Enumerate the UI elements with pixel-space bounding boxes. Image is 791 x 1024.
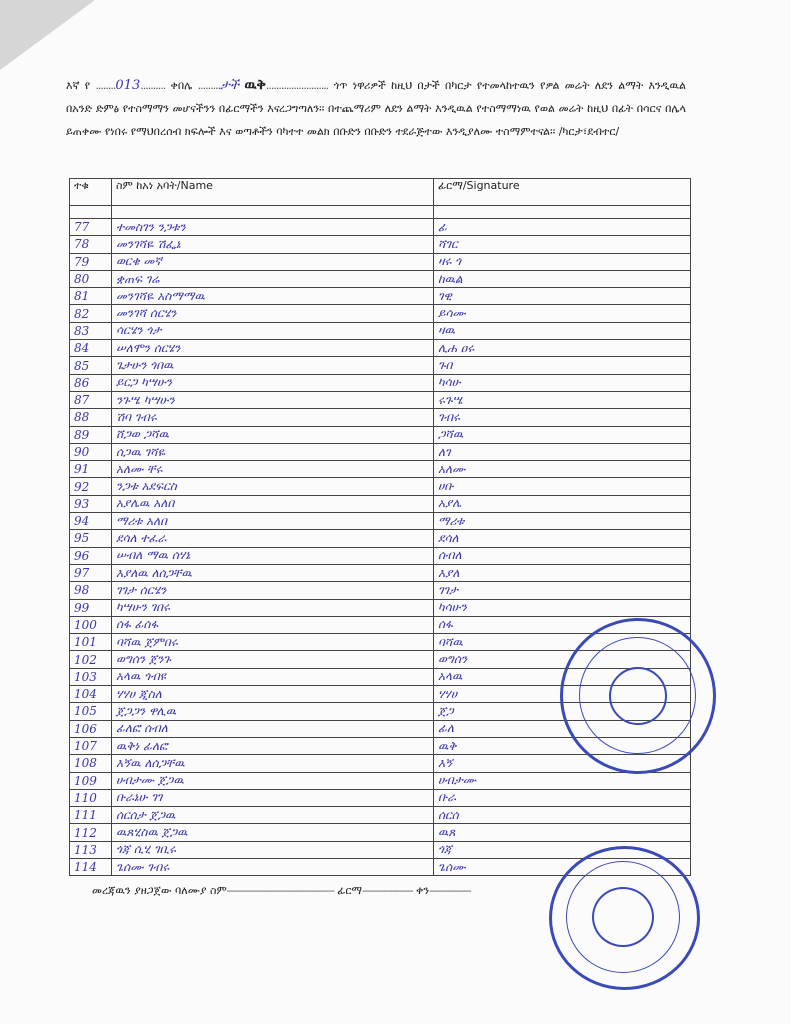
row-name: ንጋቱ አደፍርስ — [112, 478, 434, 495]
row-signature: አላዉ — [434, 668, 691, 685]
row-signature: ባሻዉ — [434, 634, 691, 651]
header-signature: ፊርማ/Signature — [434, 179, 691, 206]
row-signature: አለሙ — [434, 461, 691, 478]
table-row — [70, 513, 691, 530]
row-number: 94 — [70, 513, 112, 530]
footer-date-label: ቀን — [416, 884, 430, 897]
row-signature: ጀጋ — [434, 703, 691, 720]
row-signature: ሀብታሙ — [434, 772, 691, 789]
row-signature: ለገ — [434, 443, 691, 460]
row-signature: አያሌ — [434, 495, 691, 512]
row-signature: ሃሃሀ — [434, 686, 691, 703]
handwritten-place: ዉቅ — [244, 77, 266, 93]
table-row — [70, 426, 691, 443]
table-row — [70, 530, 691, 547]
row-number: 110 — [70, 789, 112, 806]
intro-kebele-label: ቀበሌ — [170, 79, 193, 92]
table-row — [70, 322, 691, 339]
row-number: 85 — [70, 357, 112, 374]
row-number: 78 — [70, 236, 112, 253]
row-signature: ፊ — [434, 219, 691, 236]
table-row — [70, 288, 691, 305]
row-name: እያለዉ ለሰጋቸዉ — [112, 564, 434, 581]
row-name: ተመስገን ንጋቱን — [112, 219, 434, 236]
row-signature: ደሳለ — [434, 530, 691, 547]
row-number: 101 — [70, 634, 112, 651]
row-signature: ዉጸ — [434, 824, 691, 841]
row-signature: ሊሐ ዐሩ — [434, 340, 691, 357]
row-name: መንገሻዬ ሽፌኔ — [112, 236, 434, 253]
row-signature: ዉቅ — [434, 737, 691, 754]
table-row — [70, 219, 691, 236]
row-number: 111 — [70, 807, 112, 824]
table-row — [70, 270, 691, 287]
row-signature: ሰርሰ — [434, 807, 691, 824]
table-row — [70, 340, 691, 357]
row-name: ሠብለ ማዉ ሰሃኔ — [112, 547, 434, 564]
row-number: 103 — [70, 668, 112, 685]
table-row — [70, 547, 691, 564]
row-name: ሳርሄን ጎታ — [112, 322, 434, 339]
table-row — [70, 582, 691, 599]
row-number: 107 — [70, 737, 112, 754]
row-signature: ከዉል — [434, 270, 691, 287]
row-name: ባሻዉ ጀምበሩ — [112, 634, 434, 651]
table-row — [70, 391, 691, 408]
row-number: 80 — [70, 270, 112, 287]
row-name: ሃሃሀ ጂስለ — [112, 686, 434, 703]
header-name: ስም ከአነ አባት/Name — [112, 179, 434, 206]
row-signature: ጌሰሙ — [434, 858, 691, 875]
table-row — [70, 807, 691, 824]
row-number: 86 — [70, 374, 112, 391]
row-number: 108 — [70, 755, 112, 772]
row-name: መንገሻ ሰርሄን — [112, 305, 434, 322]
row-number: 89 — [70, 426, 112, 443]
row-signature: ገገታ — [434, 582, 691, 599]
row-number: 91 — [70, 461, 112, 478]
table-row — [70, 495, 691, 512]
table-row — [70, 357, 691, 374]
row-number: 109 — [70, 772, 112, 789]
row-name: ጌታሁን ጎበዉ — [112, 357, 434, 374]
table-spacer-row — [70, 206, 691, 219]
row-name: ጎጃ ሲሂ ገቢሩ — [112, 841, 434, 858]
row-name: ጀጋጋን ዋሊዉ — [112, 703, 434, 720]
row-name: መንገሻዬ አስማማዉ — [112, 288, 434, 305]
row-name: ሰጋዉ ገሻዬ — [112, 443, 434, 460]
row-signature: ጋሻዉ — [434, 426, 691, 443]
handwritten-kebele: ታች — [220, 78, 240, 93]
row-name: ሰፋ ፊሰፋ — [112, 616, 434, 633]
row-name: ካሣሁን ገበሩ — [112, 599, 434, 616]
row-name: ሸጋወ ጋሻዉ — [112, 426, 434, 443]
intro-paragraph: እኛ የ ........013.......... ቀበሌ .........ታች ዉቅ......................... ጎጥ ነዋሪዎች ከዚህ በታች በካርታ የተመላከተዉን የዎል መሬት ለደን ልማት እንዲዉል በአንድ ድምፅ የተስማማን መሆናችንን በፊርማችን እናረጋግጣለን፡፡ በተጨማሪም ለደን ልማት እንዲዉል የተስማማነዉ የወል መሬት ከዚህ በፊት በሳርና በሌላ ይጠቀሙ የነበሩ የማህበረሰብ ክፍሎች እና ወጣቶችን ባካተተ መልክ በቡድን በቡድን ተደራጅተው እንዲያለሙ ተስማምተናል፡፡ /ካርታ፣ደብተር/ — [66, 77, 687, 138]
row-signature: ዛሩ ጎ — [434, 253, 691, 270]
official-stamp-lower — [549, 846, 700, 990]
row-name: ዉቅነ ፊለፎ — [112, 737, 434, 754]
row-name: እኝዉ ለሰጋቸዉ — [112, 755, 434, 772]
row-signature: ማሪቱ — [434, 513, 691, 530]
row-number: 112 — [70, 824, 112, 841]
row-name: ወግሰን ጀንጉ — [112, 651, 434, 668]
row-number: 104 — [70, 686, 112, 703]
table-row — [70, 305, 691, 322]
row-signature: ሰፋ — [434, 616, 691, 633]
table-row — [70, 824, 691, 841]
table-row — [70, 478, 691, 495]
row-name: አያሌዉ አለበ — [112, 495, 434, 512]
row-signature: ሰብለ — [434, 547, 691, 564]
row-name: ጌሰሙ ገብሩ — [112, 858, 434, 875]
row-signature: ወግሰን — [434, 651, 691, 668]
row-number: 97 — [70, 564, 112, 581]
table-row — [70, 564, 691, 581]
row-number: 105 — [70, 703, 112, 720]
row-signature: ዛዉ — [434, 322, 691, 339]
row-signature: ሀቡ — [434, 478, 691, 495]
row-name: ገገታ ሰርሄን — [112, 582, 434, 599]
row-name: ሽባ ገብሩ — [112, 409, 434, 426]
row-number: 84 — [70, 340, 112, 357]
table-row — [70, 772, 691, 789]
table-row — [70, 409, 691, 426]
row-signature: ገዊ — [434, 288, 691, 305]
row-number: 92 — [70, 478, 112, 495]
row-name: ወርቄ መኛ — [112, 253, 434, 270]
row-number: 106 — [70, 720, 112, 737]
row-signature: ፊለ — [434, 720, 691, 737]
row-name: ዉጸሂስዉ ጀጋዉ — [112, 824, 434, 841]
table-row — [70, 461, 691, 478]
row-signature: ካሳሁ — [434, 374, 691, 391]
row-number: 90 — [70, 443, 112, 460]
row-signature: ሻገር — [434, 236, 691, 253]
table-row — [70, 599, 691, 616]
table-row — [70, 443, 691, 460]
row-name: ሠለሞን ሰርሄን — [112, 340, 434, 357]
row-name: ሀብታሙ ጀጋዉ — [112, 772, 434, 789]
row-signature: ጉበ — [434, 357, 691, 374]
row-number: 113 — [70, 841, 112, 858]
row-name: ሰርሰታ ጀጋዉ — [112, 807, 434, 824]
row-number: 99 — [70, 599, 112, 616]
intro-lead: እኛ የ — [66, 79, 91, 92]
table-row — [70, 253, 691, 270]
row-name: ንጉሤ ካሣሁን — [112, 391, 434, 408]
row-signature: ጎጃ — [434, 841, 691, 858]
row-name: ማሪቱ አለበ — [112, 513, 434, 530]
footer-prepared-label: መረጃዉን ያዘጋጀው ባለሙያ ስም — [92, 884, 227, 897]
signature-table — [69, 178, 691, 876]
footer-signature-label: ፊርማ — [337, 884, 363, 897]
row-name: ፊለፎ ሰብለ — [112, 720, 434, 737]
row-signature: ይሳሙ — [434, 305, 691, 322]
row-name: አላዉ ጎብዩ — [112, 668, 434, 685]
table-header-row — [70, 179, 691, 206]
row-name: አለሙ ቸሩ — [112, 461, 434, 478]
row-number: 88 — [70, 409, 112, 426]
row-name: ደሳለ ተፈራ — [112, 530, 434, 547]
row-number: 83 — [70, 322, 112, 339]
row-number: 87 — [70, 391, 112, 408]
row-signature: ቡራ — [434, 789, 691, 806]
row-signature: ሩጉሤ — [434, 391, 691, 408]
row-name: ይርጋ ካሣሁን — [112, 374, 434, 391]
row-number: 95 — [70, 530, 112, 547]
row-number: 79 — [70, 253, 112, 270]
row-number: 102 — [70, 651, 112, 668]
row-number: 77 — [70, 219, 112, 236]
row-number: 114 — [70, 858, 112, 875]
footer-line: መረጃዉን ያዘጋጀው ባለሙያ ስም------------------------------------ ፊርማ----------------- ቀን-------------- — [92, 884, 471, 897]
folded-corner — [0, 0, 95, 70]
official-stamp-upper — [560, 618, 716, 774]
row-name: ቋጠፍ ገሬ — [112, 270, 434, 287]
row-name: ቡራኔሁ ገገ — [112, 789, 434, 806]
row-signature: እኝ — [434, 755, 691, 772]
row-number: 100 — [70, 616, 112, 633]
table-row — [70, 374, 691, 391]
table-row — [70, 789, 691, 806]
row-signature: እያለ — [434, 564, 691, 581]
row-number: 81 — [70, 288, 112, 305]
intro-body: ጎጥ ነዋሪዎች ከዚህ በታች በካርታ የተመላከተዉን የዎል መሬት ለደን ልማት እንዲዉል በአንድ ድምፅ የተስማማን መሆናችንን በፊርማችን እናረጋግጣለን፡፡ በተጨማሪም ለደን ልማት እንዲዉል የተስማማነዉ የወል መሬት ከዚህ በፊት በሳርና በሌላ ይጠቀሙ የነበሩ የማህበረሰብ ክፍሎች እና ወጣቶችን ባካተተ መልክ በቡድን በቡድን ተደራጅተው እንዲያለሙ ተስማምተናል፡፡ /ካርታ፣ደብተር/ — [66, 79, 687, 138]
row-number: 96 — [70, 547, 112, 564]
table-row — [70, 236, 691, 253]
row-signature: ካሳሁን — [434, 599, 691, 616]
handwritten-number: 013 — [115, 78, 141, 93]
header-no: ተቁ — [70, 179, 112, 206]
row-number: 82 — [70, 305, 112, 322]
row-number: 98 — [70, 582, 112, 599]
row-signature: ገብሩ — [434, 409, 691, 426]
row-number: 93 — [70, 495, 112, 512]
